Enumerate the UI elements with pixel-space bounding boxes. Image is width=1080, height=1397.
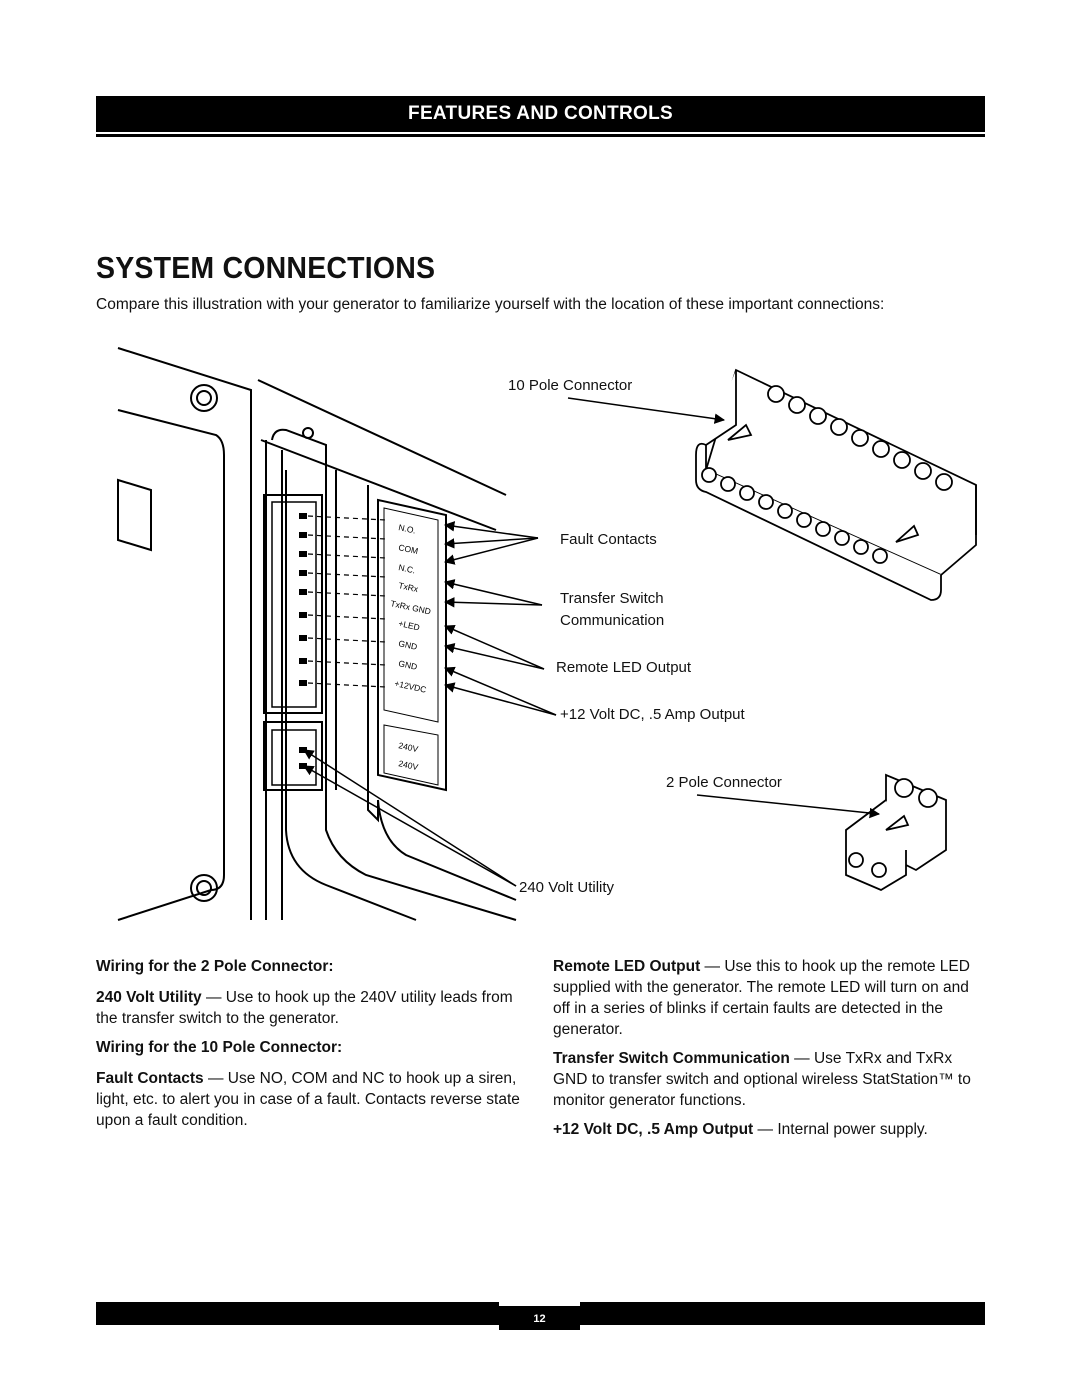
utility-term: 240 Volt Utility (96, 989, 202, 1006)
terminal-label-gnd-1: GND (397, 638, 419, 652)
left-column (96, 956, 536, 1139)
utility-desc: — Use to hook up the 240V utility leads from the transfer switch to the generator. (96, 989, 513, 1027)
system-connections-diagram (96, 330, 986, 925)
power-paragraph (553, 1119, 985, 1140)
label-transfer-switch: Transfer Switch (560, 590, 664, 607)
terminal-label-12vdc: +12VDC (393, 678, 428, 695)
terminal-label-strip (390, 522, 432, 772)
two-pole-heading: Wiring for the 2 Pole Connector: (96, 958, 334, 975)
label-12-volt: +12 Volt DC, .5 Amp Output (560, 706, 745, 723)
footer-bar-left (96, 1302, 499, 1325)
dashed-leads (308, 516, 386, 687)
page-number: 12 (499, 1306, 580, 1330)
page-title: SYSTEM CONNECTIONS (96, 250, 436, 285)
terminal-label-txrx: TxRx (397, 580, 420, 595)
generator-panel (118, 348, 516, 920)
label-communication: Communication (560, 612, 665, 629)
terminal-label-led: +LED (397, 618, 421, 633)
terminal-label-txrx-gnd: TxRx GND (389, 598, 432, 617)
power-term: +12 Volt DC, .5 Amp Output (553, 1121, 754, 1138)
right-column (553, 956, 985, 1148)
section-title: FEATURES AND CONTROLS (408, 103, 673, 124)
power-desc: — Internal power supply. (753, 1121, 928, 1138)
terminal-label-gnd-2: GND (397, 658, 419, 672)
section-header-bar (96, 96, 985, 137)
ts-term: Transfer Switch Communication (553, 1050, 790, 1067)
led-paragraph (553, 956, 985, 1040)
led-desc: — Use this to hook up the remote LED supplied with the generator. The remote LED will turn on and off in a series of blinks if certain faults are detected in the generator. (553, 958, 970, 1038)
terminal-label-nc: N.C. (397, 562, 417, 576)
utility-paragraph (96, 987, 536, 1029)
ts-desc: — Use TxRx and TxRx GND to transfer switch and optional wireless StatStation™ to monitor generator functions. (553, 1050, 971, 1109)
fault-desc: — Use NO, COM and NC to hook up a siren, light, etc. to alert you in case of a fault. Contacts reverse state upon a fault condition. (96, 1070, 520, 1129)
label-two-pole-connector: 2 Pole Connector (666, 774, 782, 791)
utility-label-2: 240V (397, 758, 420, 773)
fault-paragraph (96, 1068, 536, 1131)
fault-term: Fault Contacts (96, 1070, 204, 1087)
ten-pole-connector (696, 370, 976, 600)
terminal-label-com: COM (397, 542, 420, 557)
utility-label-1: 240V (397, 740, 420, 755)
label-ten-pole-connector: 10 Pole Connector (508, 377, 633, 394)
ten-pole-heading: Wiring for the 10 Pole Connector: (96, 1039, 343, 1056)
label-fault-contacts: Fault Contacts (560, 531, 657, 548)
label-240-volt-utility: 240 Volt Utility (519, 879, 615, 896)
ts-paragraph (553, 1048, 985, 1111)
two-pole-connector (846, 775, 946, 890)
intro-text: Compare this illustration with your generator to familiarize yourself with the location of these important connections: (96, 296, 885, 313)
footer-bar-right (580, 1302, 985, 1325)
section-underline (96, 132, 985, 134)
led-term: Remote LED Output (553, 958, 701, 975)
label-remote-led: Remote LED Output (556, 659, 692, 676)
terminal-label-no: N.O. (397, 522, 417, 536)
